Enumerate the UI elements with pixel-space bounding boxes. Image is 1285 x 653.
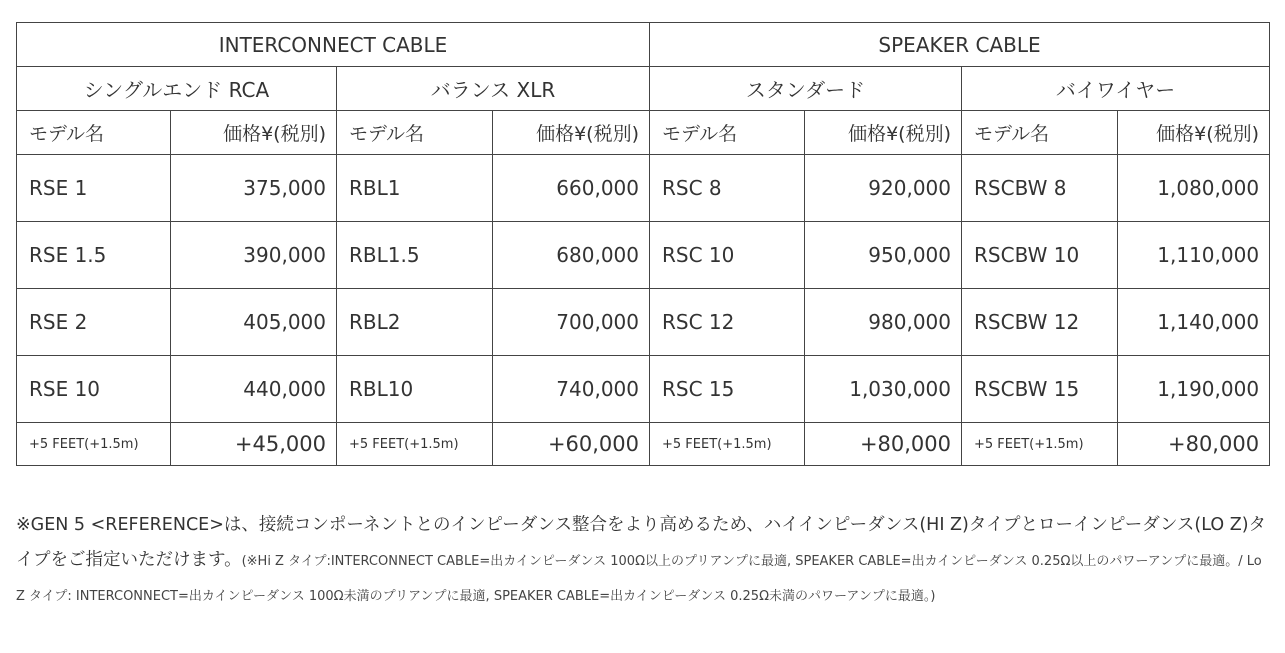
model-cell: RSCBW 10 xyxy=(962,222,1118,289)
model-cell: RBL10 xyxy=(337,356,493,423)
column-header-price: 価格¥(税別) xyxy=(493,111,650,155)
table-row xyxy=(17,222,1270,289)
price-cell: 950,000 xyxy=(805,222,962,289)
model-cell: RBL1.5 xyxy=(337,222,493,289)
model-cell: RSC 15 xyxy=(650,356,805,423)
footnote xyxy=(16,508,1269,613)
footnote-main-text: ※GEN 5 <REFERENCE>は、接続コンポーネントとのインピーダンス整合をより高めるため、ハイインピーダンス(HI Z)タイプとローインピーダンス(LO Z)タイプをご指定いただけます。 xyxy=(16,515,1267,570)
extra-length-label: +5 FEET(+1.5m) xyxy=(337,423,493,466)
subgroup-header-row xyxy=(17,67,1270,111)
group-header-row xyxy=(17,23,1270,67)
column-header-price: 価格¥(税別) xyxy=(805,111,962,155)
group-header-speaker: SPEAKER CABLE xyxy=(650,23,1270,67)
extra-length-price: +80,000 xyxy=(1118,423,1270,466)
model-cell: RBL1 xyxy=(337,155,493,222)
model-cell: RSCBW 12 xyxy=(962,289,1118,356)
table-row xyxy=(17,289,1270,356)
column-header-model: モデル名 xyxy=(650,111,805,155)
extra-length-label: +5 FEET(+1.5m) xyxy=(650,423,805,466)
model-cell: RSCBW 8 xyxy=(962,155,1118,222)
table-row xyxy=(17,155,1270,222)
subgroup-header-rca: シングルエンド RCA xyxy=(17,67,337,111)
subgroup-header-xlr: バランス XLR xyxy=(337,67,650,111)
extra-length-label: +5 FEET(+1.5m) xyxy=(17,423,171,466)
price-cell: 1,140,000 xyxy=(1118,289,1270,356)
price-cell: 1,080,000 xyxy=(1118,155,1270,222)
column-header-model: モデル名 xyxy=(962,111,1118,155)
model-cell: RSC 12 xyxy=(650,289,805,356)
model-cell: RSC 10 xyxy=(650,222,805,289)
column-header-model: モデル名 xyxy=(337,111,493,155)
extra-length-label: +5 FEET(+1.5m) xyxy=(962,423,1118,466)
model-cell: RSC 8 xyxy=(650,155,805,222)
table-row xyxy=(17,356,1270,423)
model-cell: RSCBW 15 xyxy=(962,356,1118,423)
price-table xyxy=(16,22,1270,466)
column-header-price: 価格¥(税別) xyxy=(171,111,337,155)
price-cell: 405,000 xyxy=(171,289,337,356)
group-header-interconnect: INTERCONNECT CABLE xyxy=(17,23,650,67)
footnote-detail-text: (※Hi Z タイプ:INTERCONNECT CABLE=出カインピーダンス 100Ω以上のプリアンプに最適, SPEAKER CABLE=出カインピーダンス 0.25Ω以上のパワーアンプに最適。/ Lo Z タイプ: INTERCONNECT=出カインピーダンス 100Ω未満のプリアンプに最適, SPEAKER CABLE=出カインピーダンス 0.25Ω未満のパワーアンプに最適。) xyxy=(16,554,1262,604)
price-cell: 390,000 xyxy=(171,222,337,289)
subgroup-header-standard: スタンダード xyxy=(650,67,962,111)
price-cell: 980,000 xyxy=(805,289,962,356)
column-header-price: 価格¥(税別) xyxy=(1118,111,1270,155)
subgroup-header-biwire: バイワイヤー xyxy=(962,67,1270,111)
price-cell: 1,030,000 xyxy=(805,356,962,423)
price-cell: 1,110,000 xyxy=(1118,222,1270,289)
model-cell: RSE 1 xyxy=(17,155,171,222)
model-cell: RSE 2 xyxy=(17,289,171,356)
price-cell: 375,000 xyxy=(171,155,337,222)
price-cell: 920,000 xyxy=(805,155,962,222)
model-cell: RSE 1.5 xyxy=(17,222,171,289)
price-cell: 700,000 xyxy=(493,289,650,356)
price-cell: 660,000 xyxy=(493,155,650,222)
extra-length-price: +60,000 xyxy=(493,423,650,466)
model-cell: RBL2 xyxy=(337,289,493,356)
column-header-row xyxy=(17,111,1270,155)
extra-length-price: +80,000 xyxy=(805,423,962,466)
price-cell: 680,000 xyxy=(493,222,650,289)
price-cell: 740,000 xyxy=(493,356,650,423)
price-cell: 440,000 xyxy=(171,356,337,423)
price-cell: 1,190,000 xyxy=(1118,356,1270,423)
column-header-model: モデル名 xyxy=(17,111,171,155)
extra-length-row xyxy=(17,423,1270,466)
model-cell: RSE 10 xyxy=(17,356,171,423)
footnote-paragraph xyxy=(16,508,1269,613)
extra-length-price: +45,000 xyxy=(171,423,337,466)
